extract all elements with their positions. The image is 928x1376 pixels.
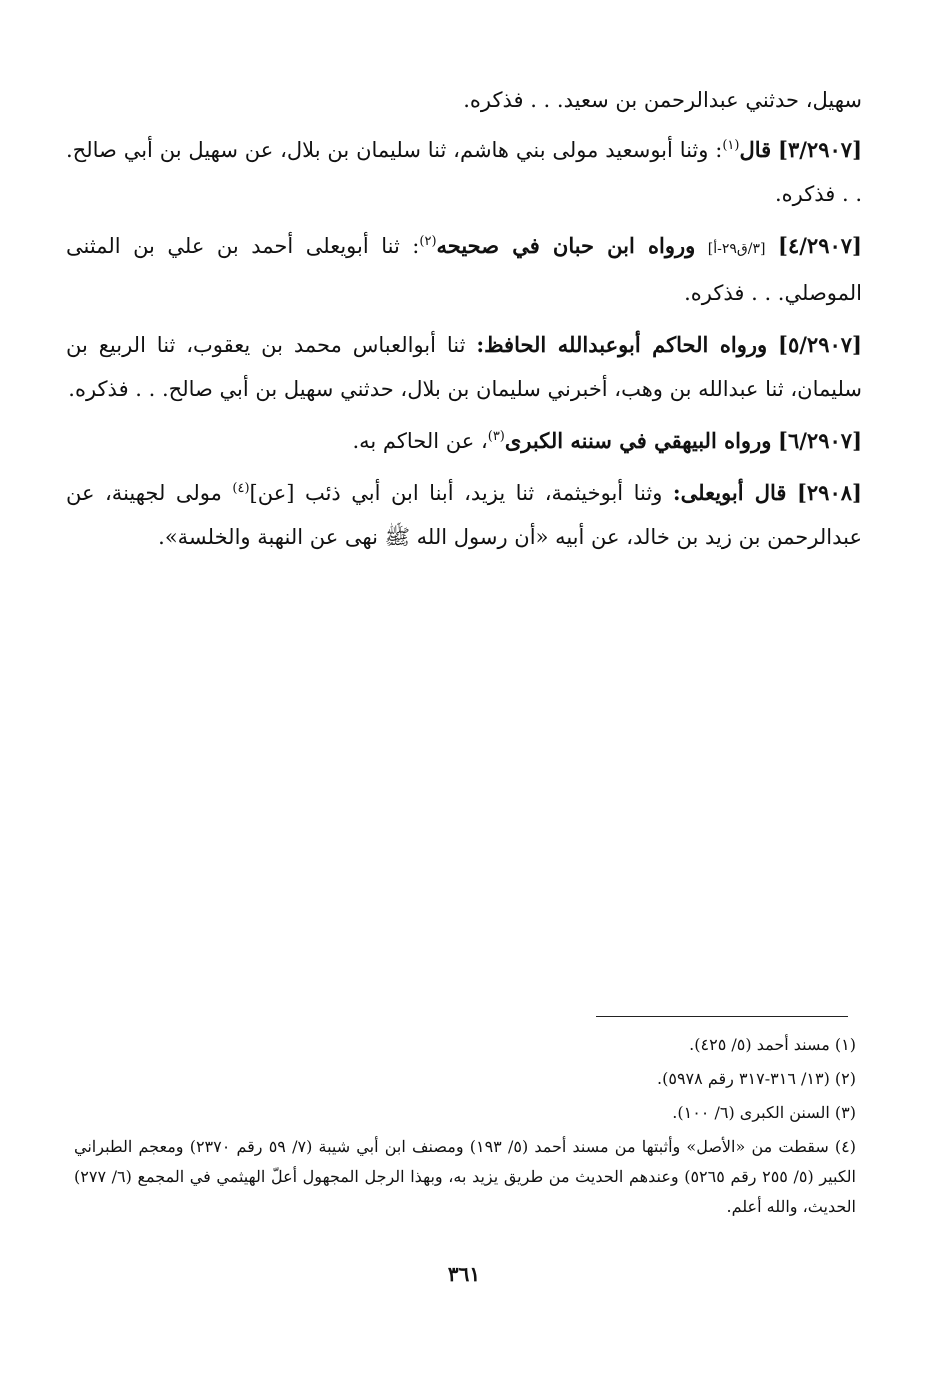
paragraph-text: : وثنا أبوسعيد مولى بني هاشم، ثنا سليمان بن بلال، عن سهيل بن أبي صالح. . . فذكره. xyxy=(66,138,862,206)
footnote-mark: (٢) xyxy=(419,234,437,249)
hadith-ref: [٣/٢٩٠٧] xyxy=(778,137,862,162)
paragraph-2907-4 xyxy=(66,224,862,315)
lead-phrase: ورواه الحاكم أبوعبدالله الحافظ: xyxy=(476,332,768,357)
footnote-1: (١) مسند أحمد (٥/ ٤٢٥). xyxy=(689,1035,856,1054)
main-text xyxy=(66,78,862,559)
footnotes xyxy=(74,1030,856,1226)
footnote-mark: (١) xyxy=(722,138,740,153)
paragraph-text: ، عن الحاكم به. xyxy=(352,429,488,453)
paragraph-2907-6 xyxy=(66,419,862,463)
paragraph-1-text: سهيل، حدثني عبدالرحمن بن سعيد. . . فذكره. xyxy=(463,88,862,112)
footnote-mark: (٣) xyxy=(487,429,505,444)
hadith-ref: [٢٩٠٨] xyxy=(796,480,862,505)
hadith-ref: [٤/٢٩٠٧] xyxy=(778,233,862,258)
footnote-4: (٤) سقطت من «الأصل» وأثبتها من مسند أحمد (٥/ ١٩٣) ومصنف ابن أبي شيبة (٧/ ٥٩ رقم ٢٣٧٠) ومعجم الطبراني الكبير (٥/ ٢٥٥ رقم ٥٢٦٥) وعندهم الحديث من طريق يزيد به، وبهذا الرجل المجهول أعلّ الهيثمي في المجمع (٦/ ٢٧٧) الحديث، والله أعلم. xyxy=(74,1137,856,1216)
paragraph-text: : ثنا أبويعلى أحمد بن علي بن المثنى الموصلي. . . فذكره. xyxy=(66,234,862,305)
hadith-ref: [٥/٢٩٠٧] xyxy=(778,332,862,357)
paragraph-2908 xyxy=(66,471,862,559)
paragraph-2907-3 xyxy=(66,128,862,216)
manuscript-ref: [٣/ق٢٩-أ] xyxy=(707,241,766,257)
paragraph-text: ثنا أبوالعباس محمد بن يعقوب، ثنا الربيع بن سليمان، ثنا عبدالله بن وهب، أخبرني سليمان بن بلال، حدثني سهيل بن أبي صالح. . . فذكره. xyxy=(66,333,862,401)
lead-phrase: قال أبويعلى: xyxy=(672,480,787,505)
paragraph-text: وثنا أبوخيثمة، ثنا يزيد، أبنا ابن أبي ذئب [عن] xyxy=(249,481,663,505)
page-number: ٣٦١ xyxy=(447,1262,481,1286)
hadith-ref: [٦/٢٩٠٧] xyxy=(778,428,862,453)
paragraph-text: مولى لجهينة، عن عبدالرحمن بن زيد بن خالد، عن أبيه «أن رسول الله ﷺ نهى عن النهبة والخلسة». xyxy=(66,481,862,549)
paragraph-2907-5 xyxy=(66,323,862,411)
lead-phrase: قال xyxy=(739,137,772,162)
paragraph-1 xyxy=(66,78,862,122)
footnote-3: (٣) السنن الكبرى (٦/ ١٠٠). xyxy=(672,1103,856,1122)
lead-phrase: ورواه ابن حبان في صحيحه xyxy=(436,233,696,258)
footnote-2: (٢) (١٣/ ٣١٦-٣١٧ رقم ٥٩٧٨). xyxy=(657,1069,856,1088)
lead-phrase: ورواه البيهقي في سننه الكبرى xyxy=(504,428,772,453)
footnote-mark: (٤) xyxy=(232,481,250,496)
footnote-separator xyxy=(596,1016,848,1017)
